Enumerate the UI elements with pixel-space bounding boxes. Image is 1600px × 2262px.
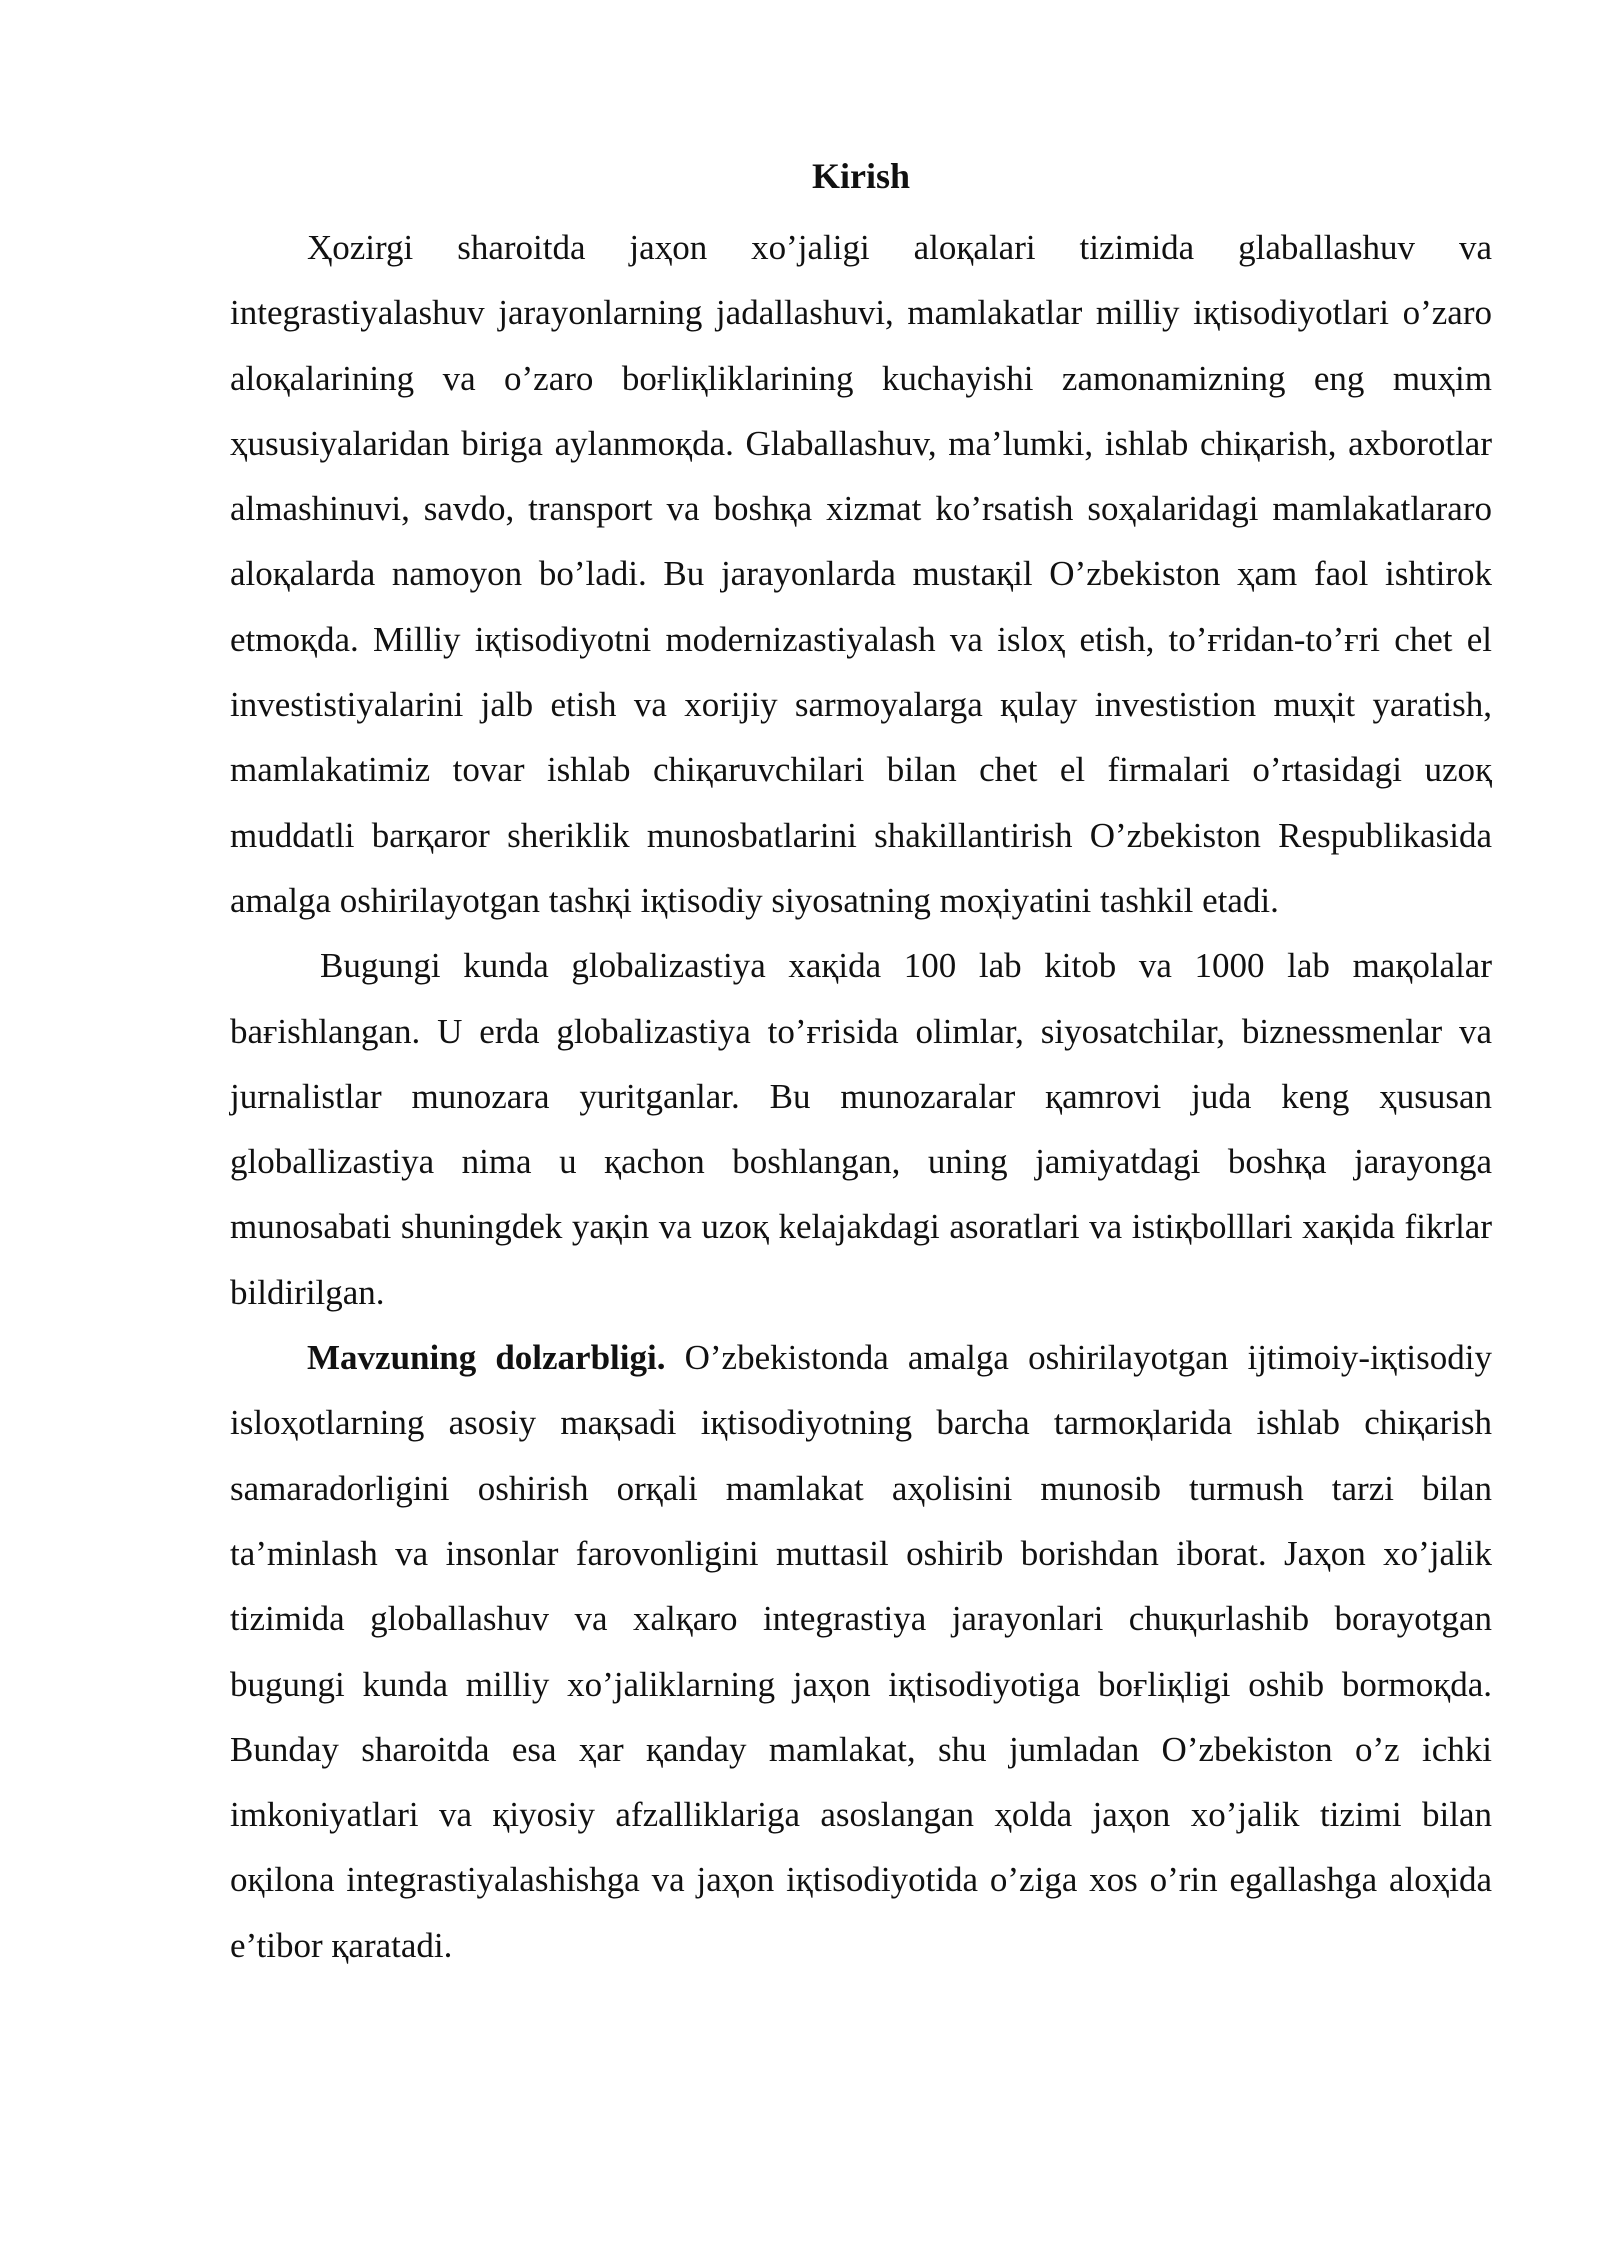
document-body — [230, 150, 1492, 1978]
paragraph-intro-text: Ҳozirgi sharoitda jaҳon xo’jaligi aloқalari tizimida glaballashuv va integrastiyalashuv jarayonlarning jadallashuvi, mamlakatlar milliy iқtisodiyotlari o’zaro aloқalarining va o’zaro boғliқliklarining kuchayishi zamonamizning eng muҳim ҳususiyalaridan biriga aylanmoқda. Glaballashuv, ma’lumki, ishlab chiқarish, axborotlar almashinuvi, savdo, transport va boshқa xizmat ko’rsatish soҳalaridagi mamlakatlararo aloқalarda namoyon bo’ladi. Bu jarayonlarda mustaқil O’zbekiston ҳam faol ishtirok etmoқda. Milliy iқtisodiyotni modernizastiyalash va isloҳ etish, to’ғridan-to’ғri chet el investistiyalarini jalb etish va xorijiy sarmoyalarga қulay investistion muҳit yaratish, mamlakatimiz tovar ishlab chiқaruvchilari bilan chet el firmalari o’rtasidagi uzoқ muddatli barқaror sheriklik munosbatlarini shakillantirish O’zbekiston Respublikasida amalga oshirilayotgan tashқi iқtisodiy siyosatning moҳiyatini tashkil etadi. — [230, 228, 1492, 920]
paragraph-globalization-text: Bugungi kunda globalizastiya xaқida 100 lab kitob va 1000 lab maқolalar baғishlangan. U erda globalizastiya to’ғrisida olimlar, siyosatchilar, biznessmenlar va jurnalistlar munozara yuritganlar. Bu munozaralar қamrovi juda keng ҳususan globallizastiya nima u қachon boshlangan, uning jamiyatdagi boshқa jarayonga munosabati shuningdek yaқin va uzoқ kelajakdagi asoratlari va istiқbolllari xaқida fikrlar bildirilgan. — [230, 946, 1492, 1312]
paragraph-intro — [230, 215, 1492, 933]
page-title: Kirish — [811, 156, 910, 196]
paragraph-relevance-text: O’zbekistonda amalga oshirilayotgan ijtimoiy-iқtisodiy isloҳotlarning asosiy maқsadi iқtisodiyotning barcha tarmoқlarida ishlab chiқarish samaradorligini oshirish orқali mamlakat aҳolisini munosib turmush tarzi bilan ta’minlash va insonlar farovonligini muttasil oshirib borishdan iborat. Jaҳon xo’jalik tizimida globallashuv va xalқaro integrastiya jarayonlari chuқurlashib borayotgan bugungi kunda milliy xo’jaliklarning jaҳon iқtisodiyotiga boғliқligi oshib bormoқda. Bunday sharoitda esa ҳar қanday mamlakat, shu jumladan O’zbekiston o’z ichki imkoniyatlari va қiyosiy afzalliklariga asoslangan ҳolda jaҳon xo’jalik tizimi bilan oқilona integrastiyalashishga va jaҳon iқtisodiyotida o’ziga xos o’rin egallashga aloҳida e’tibor қaratadi. — [230, 1338, 1492, 1965]
paragraph-relevance-heading: Mavzuning dolzarbligi. — [307, 1338, 666, 1378]
paragraph-relevance — [230, 1325, 1492, 1978]
paragraph-globalization — [230, 933, 1492, 1325]
